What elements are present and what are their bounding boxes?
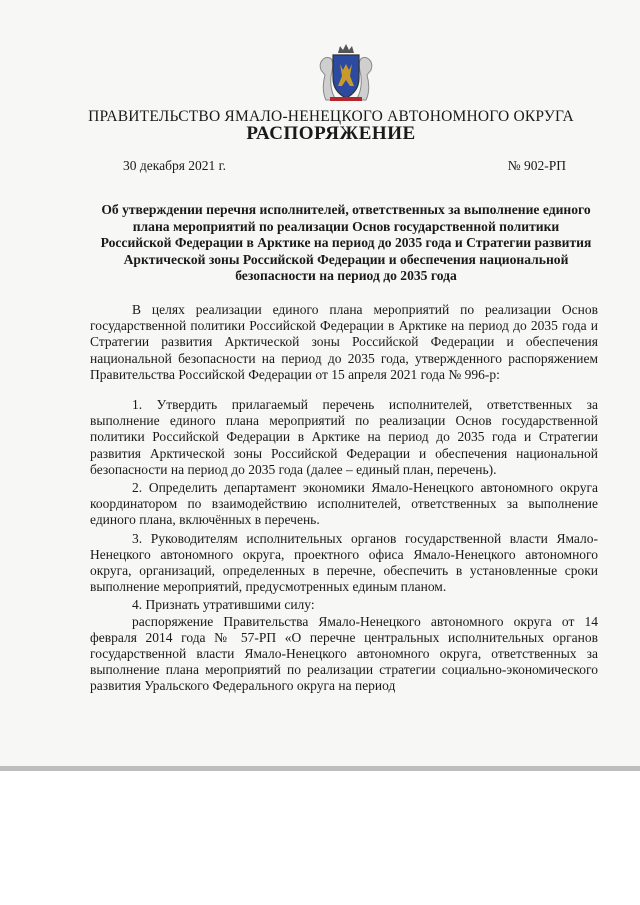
- document-type: РАСПОРЯЖЕНИЕ: [246, 123, 416, 144]
- page-edge: [0, 766, 640, 771]
- government-name: ПРАВИТЕЛЬСТВО ЯМАЛО-НЕНЕЦКОГО АВТОНОМНОГО ОКРУГА: [88, 108, 574, 125]
- document-number: № 902-РП: [507, 158, 566, 173]
- clause-2: 2. Определить департамент экономики Ямало-Ненецкого автономного округа координатором по взаимодействию исполнителей, ответственных за выполнение единого плана, включённых в перечень.: [90, 480, 598, 528]
- clause-3: 3. Руководителям исполнительных органов государственной власти Ямало-Ненецкого автономного округа, проектного офиса Ямало-Ненецкого автономного округа, организаций, определенных в перечне, обеспечить в установленные сроки выполнение мероприятий, предусмотренных единым планом.: [90, 530, 598, 595]
- clause-4-item: распоряжение Правительства Ямало-Ненецкого автономного округа от 14 февраля 2014 года № 57-РП «О перечне центральных исполнительных органов государственной власти Ямало-Ненецкого автономного округа, ответственных за выполнение плана мероприятий по реализации стратегии социально-экономического развития Уральского Федерального округа на период: [90, 613, 598, 694]
- document-date: 30 декабря 2021 г.: [123, 158, 227, 173]
- clause-4: 4. Признать утратившими силу:: [132, 597, 315, 613]
- preamble-paragraph: В целях реализации единого плана мероприятий по реализации Основ государственной политики Российской Федерации в Арктике на период до 2035 года и Стратегии развития Арктической зоны Российской Федерации и обеспечения национальной безопасности на период до 2035 года, утвержденного распоряжением Правительства Российской Федерации от 15 апреля 2021 года № 996-р:: [90, 302, 598, 382]
- document-body: [90, 302, 598, 695]
- coat-of-arms-icon: [316, 42, 376, 104]
- document-title: Об утверждении перечня исполнителей, ответственных за выполнение единого плана мероприятий по реализации Основ государственной политики Российской Федерации в Арктике на период до 2035 года и Стратегии развития Арктической зоны Российской Федерации и обеспечения национальной безопасности на период до 2035 года: [100, 202, 592, 284]
- clause-1: 1. Утвердить прилагаемый перечень исполнителей, ответственных за выполнение единого плана мероприятий по реализации Основ государственной политики Российской Федерации в Арктике на период до 2035 года и Стратегии развития Арктической зоны Российской Федерации и обеспечения национальной безопасности на период до 2035 года (далее – единый план, перечень).: [90, 397, 598, 477]
